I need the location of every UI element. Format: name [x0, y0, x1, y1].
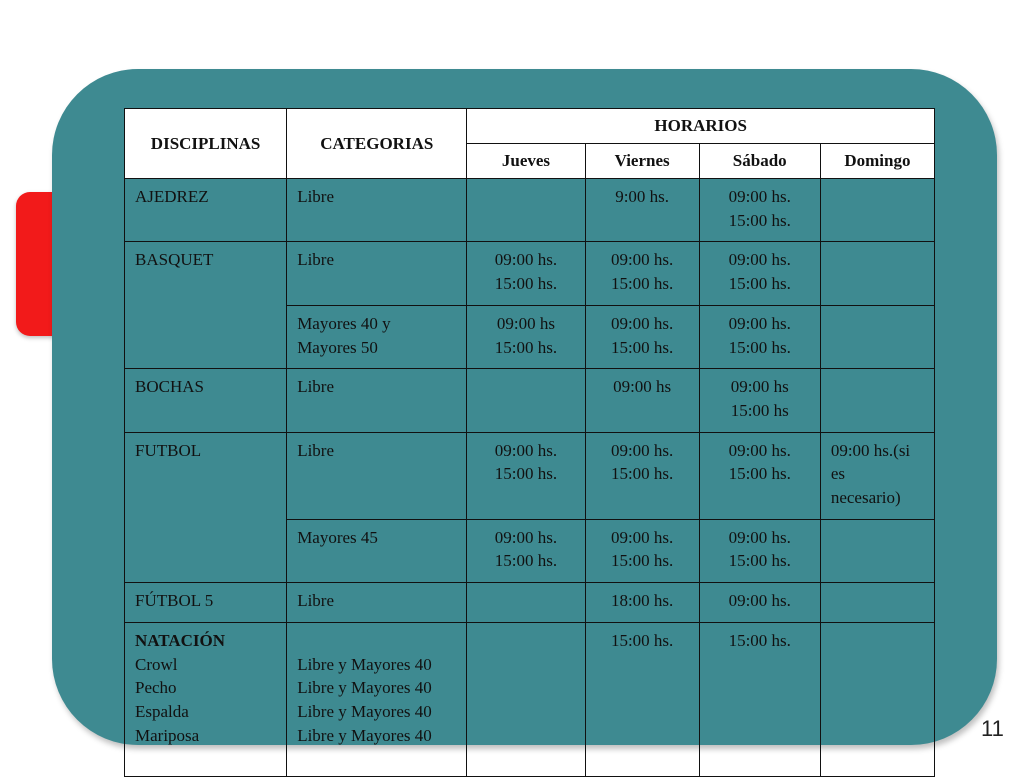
table-row-natacion	[125, 622, 935, 776]
time-line: 15:00 hs.	[610, 337, 674, 357]
header-categorias: CATEGORIAS	[287, 109, 467, 179]
time-line: 09:00 hs.	[494, 527, 558, 547]
discipline-cell	[125, 622, 287, 776]
discipline-cell: BASQUET	[125, 242, 287, 369]
time-cell-jueves	[467, 179, 585, 242]
time-cell-sabado	[699, 369, 820, 432]
time-cell-domingo	[820, 369, 934, 432]
time-line: 15:00 hs.	[728, 337, 791, 357]
time-cell-viernes	[585, 519, 699, 582]
category-line: Libre y Mayores 40	[297, 725, 432, 745]
time-cell-sabado	[699, 519, 820, 582]
slide-page-number: 11	[981, 716, 1004, 741]
time-line: 15:00 hs.	[494, 274, 558, 294]
category-cell: Mayores 45	[287, 519, 467, 582]
time-line: 09:00 hs.	[494, 440, 558, 460]
category-line: Mayores 40 y	[297, 313, 391, 333]
discipline-cell: AJEDREZ	[125, 179, 287, 242]
category-line: Libre y Mayores 40	[297, 654, 432, 674]
time-cell-jueves	[467, 583, 585, 623]
time-cell-jueves	[467, 432, 585, 519]
time-line: 15:00 hs.	[494, 337, 558, 357]
time-line: 09:00 hs.	[728, 187, 791, 206]
swim-style: Crowl	[135, 654, 178, 674]
time-cell-domingo	[820, 519, 934, 582]
time-cell-sabado	[699, 432, 820, 519]
table-row-bochas	[125, 369, 935, 432]
time-cell-domingo	[820, 179, 934, 242]
category-cell: Libre	[287, 583, 467, 623]
table-row-futbol-libre	[125, 432, 935, 519]
category-cell: Libre	[287, 179, 467, 242]
time-line: 09:00 hs.	[494, 250, 558, 270]
time-cell-domingo	[820, 242, 934, 305]
time-cell-viernes: 09:00 hs	[585, 369, 699, 432]
header-horarios: HORARIOS	[467, 109, 935, 144]
swim-style: Mariposa	[135, 725, 200, 745]
category-spacer	[297, 629, 456, 653]
header-sabado: Sábado	[699, 144, 820, 179]
time-line: 15:00 hs.	[728, 210, 791, 230]
time-line: 09:00 hs.	[610, 440, 674, 460]
swim-style: Espalda	[135, 701, 189, 721]
discipline-title: NATACIÓN	[135, 630, 226, 650]
time-line: 15:00 hs.	[610, 274, 674, 294]
time-cell-sabado: 09:00 hs.	[699, 583, 820, 623]
header-jueves: Jueves	[467, 144, 585, 179]
time-line: 15:00 hs.	[494, 464, 558, 484]
time-cell-viernes: 18:00 hs.	[585, 583, 699, 623]
time-line: 15:00 hs.	[610, 551, 674, 571]
time-cell-jueves	[467, 519, 585, 582]
time-line: 09:00 hs.	[610, 527, 674, 547]
category-cell	[287, 622, 467, 776]
time-line: necesario)	[830, 488, 901, 508]
time-cell-viernes	[585, 305, 699, 368]
time-cell-viernes: 15:00 hs.	[585, 622, 699, 776]
category-line: Libre y Mayores 40	[297, 701, 432, 721]
time-line: 15:00 hs.	[494, 551, 558, 571]
time-line: 15:00 hs.	[728, 551, 791, 571]
time-cell-jueves	[467, 369, 585, 432]
time-cell-jueves	[467, 622, 585, 776]
time-line: es	[830, 464, 845, 484]
header-row	[125, 109, 935, 144]
header-domingo: Domingo	[820, 144, 934, 179]
time-cell-domingo	[820, 583, 934, 623]
time-cell-sabado	[699, 305, 820, 368]
table-row-futbol5	[125, 583, 935, 623]
category-line: Libre y Mayores 40	[297, 678, 432, 698]
time-line: 09:00 hs	[730, 377, 789, 397]
discipline-cell: FÚTBOL 5	[125, 583, 287, 623]
time-cell-viernes	[585, 242, 699, 305]
discipline-cell: BOCHAS	[125, 369, 287, 432]
time-line: 09:00 hs	[496, 313, 556, 333]
time-line: 09:00 hs.	[728, 250, 791, 270]
category-cell: Libre	[287, 369, 467, 432]
discipline-cell: FUTBOL	[125, 432, 287, 583]
time-line: 15:00 hs.	[728, 274, 791, 294]
category-cell: Libre	[287, 242, 467, 305]
time-cell-viernes: 9:00 hs.	[585, 179, 699, 242]
time-line: 15:00 hs.	[610, 464, 674, 484]
time-line: 15:00 hs	[730, 400, 789, 420]
time-line: 09:00 hs.	[610, 250, 674, 270]
time-cell-sabado: 15:00 hs.	[699, 622, 820, 776]
time-line: 09:00 hs.	[728, 440, 791, 460]
time-cell-domingo	[820, 622, 934, 776]
time-line: 09:00 hs.(si	[830, 440, 911, 460]
table-row-basquet-libre	[125, 242, 935, 305]
swim-style: Pecho	[135, 678, 177, 698]
time-line: 09:00 hs.	[728, 527, 791, 547]
table-row-ajedrez	[125, 179, 935, 242]
time-cell-sabado	[699, 179, 820, 242]
category-cell	[287, 305, 467, 368]
time-cell-domingo	[820, 305, 934, 368]
time-line: 09:00 hs.	[728, 313, 791, 333]
header-disciplinas: DISCIPLINAS	[125, 109, 287, 179]
category-cell: Libre	[287, 432, 467, 519]
time-cell-domingo	[820, 432, 934, 519]
time-line: 15:00 hs.	[728, 464, 791, 484]
header-viernes: Viernes	[585, 144, 699, 179]
category-line: Mayores 50	[297, 337, 378, 357]
time-cell-sabado	[699, 242, 820, 305]
time-cell-viernes	[585, 432, 699, 519]
time-cell-jueves	[467, 305, 585, 368]
time-line: 09:00 hs.	[610, 313, 674, 333]
time-cell-jueves	[467, 242, 585, 305]
schedule-table	[124, 108, 935, 777]
